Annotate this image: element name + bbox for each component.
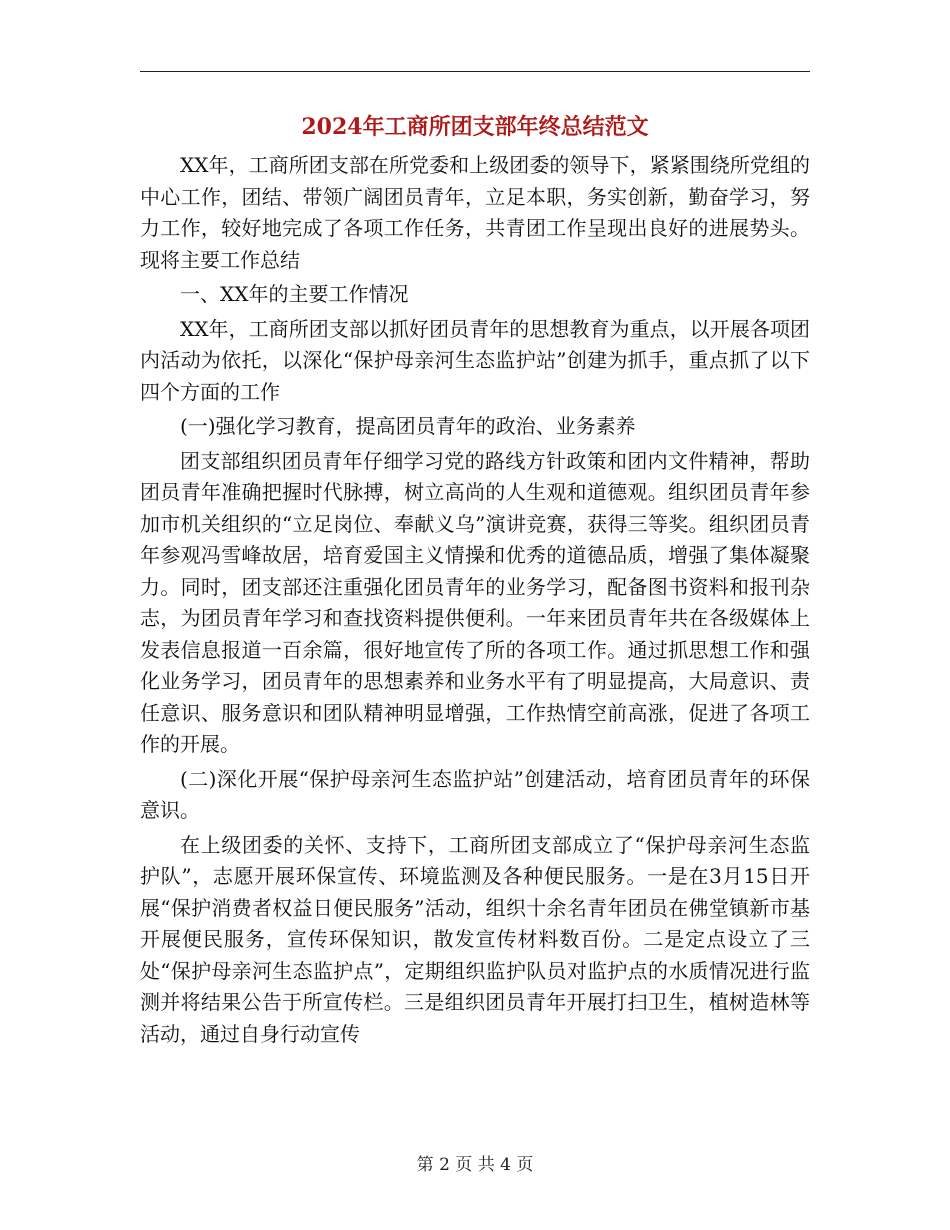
study-education-paragraph: 团支部组织团员青年仔细学习党的路线方针政策和团内文件精神，帮助团员青年准确把握时代脉搏，树立高尚的人生观和道德观。组织团员青年参加市机关组织的“立足岗位、奉献义乌”演讲竞赛，获得三等奖。组织团员青年参观冯雪峰故居，培育爱国主义情操和优秀的道德品质，增强了集体凝聚力。同时，团支部还注重强化团员青年的业务学习，配备图书资料和报刊杂志，为团员青年学习和查找资料提供便利。一年来团员青年共在各级媒体上发表信息报道一百余篇，很好地宣传了所的各项工作。通过抓思想工作和强化业务学习，团员青年的思想素养和业务水平有了明显提高，大局意识、责任意识、服务意识和团队精神明显增强，工作热情空前高涨，促进了各项工作的开展。 [140,448,810,756]
subsection-heading-1: (一)强化学习教育，提高团员青年的政治、业务素养 [180,414,636,438]
document-body [140,150,810,1053]
document-title: 2024年工商所团支部年终总结范文 [301,114,649,140]
overview-paragraph: XX年，工商所团支部以抓好团员青年的思想教育为重点，以开展各项团内活动为依托，以深化“保护母亲河生态监护站”创建为抓手，重点抓了以下四个方面的工作 [140,316,810,404]
header-rule [140,71,810,72]
page-number-footer: 第 2 页 共 4 页 [416,1155,534,1175]
section-heading-1: 一、XX年的主要工作情况 [180,282,409,306]
river-protection-paragraph: 在上级团委的关怀、支持下，工商所团支部成立了“保护母亲河生态监护队”，志愿开展环保宣传、环境监测及各种便民服务。一是在3月15日开展“保护消费者权益日便民服务”活动，组织十余名青年团员在佛堂镇新市基开展便民服务，宣传环保知识，散发宣传材料数百份。二是定点设立了三处“保护母亲河生态监护点”，定期组织监护队员对监护点的水质情况进行监测并将结果公告于所宣传栏。三是组织团员青年开展打扫卫生，植树造林等活动，通过自身行动宣传 [140,832,810,1046]
intro-paragraph: XX年，工商所团支部在所党委和上级团委的领导下，紧紧围绕所党组的中心工作，团结、带领广阔团员青年，立足本职，务实创新，勤奋学习，努力工作，较好地完成了各项工作任务，共青团工作呈现出良好的进展势头。现将主要工作总结 [140,153,810,272]
subsection-heading-2: (二)深化开展“保护母亲河生态监护站”创建活动，培育团员青年的环保意识。 [140,766,810,822]
